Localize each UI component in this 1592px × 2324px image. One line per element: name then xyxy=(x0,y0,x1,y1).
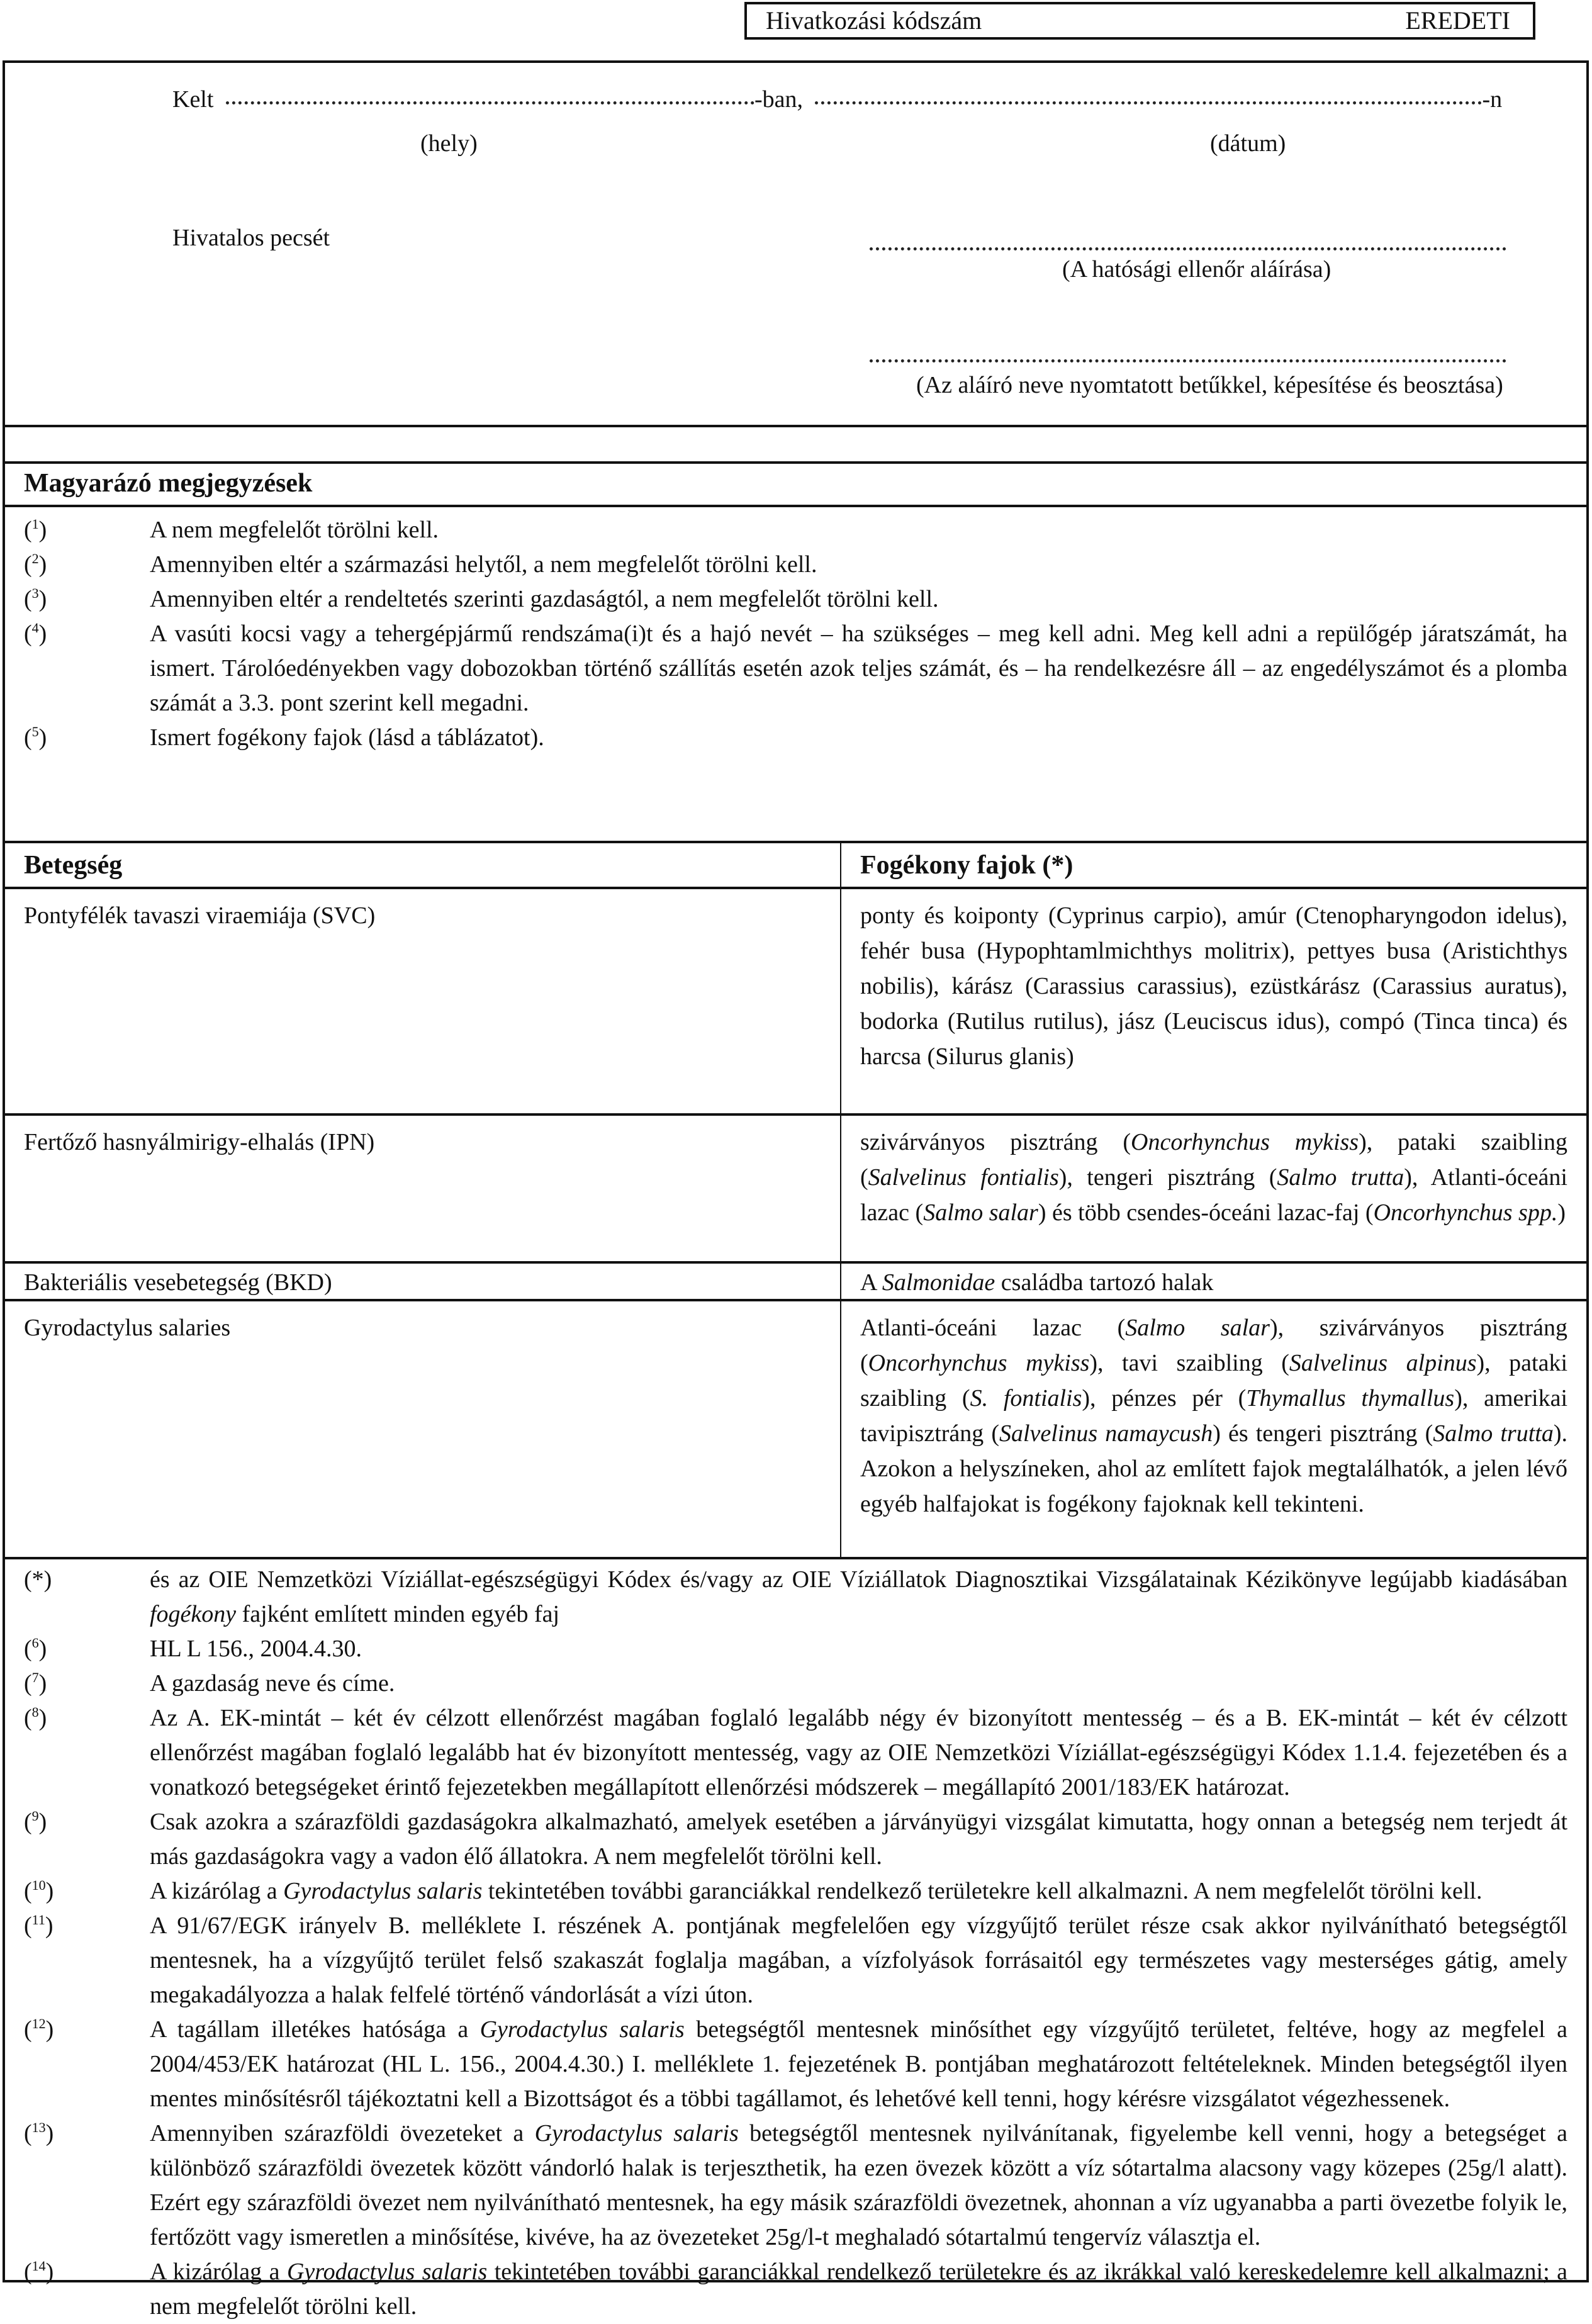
footnote-item xyxy=(24,2012,1567,2116)
note-marker: ($^1$) xyxy=(24,516,47,543)
footnote-marker: ($^8$) xyxy=(24,1704,47,1731)
note-marker: ($^4$) xyxy=(24,620,47,647)
table-row xyxy=(5,1301,1586,1559)
footnote-marker: (*) xyxy=(24,1566,52,1593)
footnote-marker: ($^{12}$) xyxy=(24,2016,54,2043)
ban-suffix: -ban, xyxy=(754,86,803,113)
certificate-frame xyxy=(3,60,1589,2320)
place-date-line xyxy=(172,82,1502,117)
note-text: Ismert fogékony fajok (lásd a táblázatot). xyxy=(150,724,544,751)
notes-title: Magyarázó megjegyzések xyxy=(24,469,313,498)
footnote-text: A tagállam illetékes hatósága a Gyrodactylus salaris betegségtől mentesnek minősíthet egy vízgyűjtő területet, feltéve, hogy az megfelel a 2004/453/EK határozat (HL L. 156., 2004.4.30.) I. melléklete 1. fejezetének B. pontjában meghatározott feltételeknek. Minden betegségtől ilyen mentes minősítésről tájékoztatni kell a Bizottságot és a többi tagállamot, és lehetővé kell tenni, hogy kérésre vizsgálatot végezhessenek. xyxy=(150,2016,1567,2112)
inspector-signature-caption: (A hatósági ellenőr aláírása) xyxy=(1062,256,1331,283)
disease-cell: Gyrodactylus salaries xyxy=(5,1301,841,1557)
table-row xyxy=(5,889,1586,1116)
footnote-item xyxy=(24,2255,1567,2324)
species-cell: ponty és koiponty (Cyprinus carpio), amúr (Ctenopharyngodon idelus), fehér busa (Hypophtamlmichthys molitrix), pettyes busa (Aristichthys nobilis), kárász (Carassius carassius), ezüstkárász (Carassius auratus), bodorka (Rutilus rutilus), jász (Leuciscus idus), compó (Tinca tinca) és harcsa (Silurus glanis) xyxy=(860,902,1567,1070)
footnote-item xyxy=(24,1874,1567,1909)
divider xyxy=(5,461,1586,464)
footnote-text: Csak azokra a szárazföldi gazdaságokra alkalmazható, amelyek esetében a járványügyi vizsgálat kimutatta, hogy onnan a betegség nem terjedt át más gazdaságokra vagy a vadon élő állatokra. A nem megfelelőt törölni kell. xyxy=(150,1809,1567,1870)
footnote-text: Amennyiben szárazföldi övezeteket a Gyrodactylus salaris betegségtől mentesnek nyilvánítanak, figyelembe kell venni, hogy a betegséget a különböző szárazföldi övezetek között vándorló halak is terjeszthetik, ha ezen övezek között a víz sótartalma alacsony vagy közepes (25g/l alatt). Ezért egy szárazföldi övezet nem nyilvánítható mentesnek, ha egy másik szárazföldi övezetnek, ahonnan a víz ugyanabba a parti övezetbe folyik le, fertőzött vagy ismeretlen a minősítése, kivéve, ha az övezeteket 25g/l-t meghaladó sótartalmú tengervíz választja el. xyxy=(150,2120,1567,2250)
note-text: Amennyiben eltér a származási helytől, a nem megfelelőt törölni kell. xyxy=(150,551,817,578)
note-item xyxy=(24,582,1567,617)
date-caption: (dátum) xyxy=(1210,130,1286,157)
footnote-marker: ($^{14}$) xyxy=(24,2258,54,2285)
footnote-text: Az A. EK-mintát – két év célzott ellenőrzést magában foglaló legalább négy év bizonyított mentesség – és a B. EK-mintát – két év célzott ellenőrzést magában foglaló legalább hat év bizonyított mentesség, vagy az OIE Nemzetközi Víziállat-egészségügyi Kódex 1.1.4. fejezetében és a vonatkozó betegségeket érintő fejezetekben megállapított ellenőrzési módszerek – megállapító 2001/183/EK határozat. xyxy=(150,1705,1567,1800)
divider xyxy=(5,425,1586,427)
place-caption: (hely) xyxy=(420,130,478,157)
column-header-disease: Betegség xyxy=(5,843,841,887)
note-text: A vasúti kocsi vagy a tehergépjármű rendszáma(i)t és a hajó nevét – ha szükséges – meg kell adni. Meg kell adni a repülőgép járatszámát, ha ismert. Tárolóedényekben vagy dobozokban történő szállítás esetén azok teljes számát, és – ha rendelkezésre áll – az engedélyszámot és a plomba számát a 3.3. pont szerint kell megadni. xyxy=(150,620,1567,716)
footnote-marker: ($^6$) xyxy=(24,1635,47,1662)
divider xyxy=(5,505,1586,507)
footnote-text: HL L 156., 2004.4.30. xyxy=(150,1636,362,1662)
note-item xyxy=(24,617,1567,721)
original-status-label: EREDETI xyxy=(1405,6,1510,35)
reference-code-box xyxy=(744,2,1535,40)
footnote-marker: ($^7$) xyxy=(24,1670,47,1697)
footnote-marker: ($^9$) xyxy=(24,1808,47,1835)
column-header-species: Fogékony fajok (*) xyxy=(860,850,1073,880)
species-cell: A Salmonidae családba tartozó halak xyxy=(860,1269,1214,1296)
footnote-marker: ($^{13}$) xyxy=(24,2119,54,2147)
disease-cell: Fertőző hasnyálmirigy-elhalás (IPN) xyxy=(5,1116,841,1261)
footnote-item xyxy=(24,2116,1567,2255)
table-row xyxy=(5,1264,1586,1301)
note-item xyxy=(24,721,1567,755)
table-header-row xyxy=(5,841,1586,889)
footnote-text: A kizárólag a Gyrodactylus salaris tekintetében további garanciákkal rendelkező területekre kell alkalmazni. A nem megfelelőt törölni kell. xyxy=(150,1878,1483,1904)
footnote-item xyxy=(24,1666,1567,1701)
footnote-marker: ($^{10}$) xyxy=(24,1877,54,1904)
kelt-label: Kelt xyxy=(172,86,214,113)
footnote-text: A kizárólag a Gyrodactylus salaris tekintetében további garanciákkal rendelkező területekre és az ikrákkal való kereskedelemre kell alkalmazni; a nem megfelelőt törölni kell. xyxy=(150,2259,1567,2320)
note-marker: ($^5$) xyxy=(24,724,47,751)
note-marker: ($^2$) xyxy=(24,551,47,578)
reference-code-label: Hivatkozási kódszám xyxy=(766,6,982,35)
disease-cell: Pontyfélék tavaszi viraemiája (SVC) xyxy=(5,889,841,1113)
signature-block xyxy=(5,63,1586,425)
footnote-text: A 91/67/EGK irányelv B. melléklete I. részének A. pontjának megfelelően egy vízgyűjtő terület része csak akkor nyilvánítható betegségtől mentesnek, ha a vízgyűjtő terület felső szakaszát foglalja magában, a vízfolyások forrásaitól egy természetes vagy mesterséges gátig, amely megakadályozza a halak felfelé történő vándorlását a vízi úton. xyxy=(150,1912,1567,2008)
footnote-item xyxy=(24,1701,1567,1805)
signer-name-caption: (Az aláíró neve nyomtatott betűkkel, képesítése és beosztása) xyxy=(916,372,1503,398)
signature-dotted-line xyxy=(870,247,1506,250)
footnote-marker: ($^{11}$) xyxy=(24,1912,53,1939)
footnote-item xyxy=(24,1563,1567,1632)
footnote-item xyxy=(24,1805,1567,1874)
name-dotted-line xyxy=(870,359,1506,362)
note-item xyxy=(24,547,1567,582)
footnote-item xyxy=(24,1632,1567,1666)
footnote-text: A gazdaság neve és címe. xyxy=(150,1670,395,1697)
disease-cell: Bakteriális vesebetegség (BKD) xyxy=(5,1264,841,1299)
footnote-text: és az OIE Nemzetközi Víziállat-egészségügyi Kódex és/vagy az OIE Víziállatok Diagnosztikai Vizsgálatainak Kézikönyve legújabb kiadásában fogékony fajként említett minden egyéb faj xyxy=(150,1566,1567,1627)
footnotes-list xyxy=(5,1563,1586,2324)
note-item xyxy=(24,513,1567,547)
footnote-item xyxy=(24,1909,1567,2012)
table-row xyxy=(5,1116,1586,1264)
official-stamp-label: Hivatalos pecsét xyxy=(172,225,330,251)
species-cell: szivárványos pisztráng (Oncorhynchus mykiss), pataki szaibling (Salvelinus fontialis), tengeri pisztráng (Salmo trutta), Atlanti-óceáni lazac (Salmo salar) és több csendes-óceáni lazac-faj (Oncorhynchus spp.) xyxy=(860,1129,1567,1226)
notes-list xyxy=(5,513,1586,755)
susceptible-species-table xyxy=(5,841,1586,1559)
note-marker: ($^3$) xyxy=(24,585,47,612)
date-field[interactable] xyxy=(815,101,1482,104)
species-cell: Atlanti-óceáni lazac (Salmo salar), szivárványos pisztráng (Oncorhynchus mykiss), tavi szaibling (Salvelinus alpinus), pataki szaibling (S. fontialis), pénzes pér (Thymallus thymallus), amerikai tavipisztráng (Salvelinus namaycush) és tengeri pisztráng (Salmo trutta). Azokon a helyszíneken, ahol az említett fajok megtalálhatók, a jelen lévő egyéb halfajokat is fogékony fajoknak kell tekinteni. xyxy=(860,1315,1567,1517)
place-field[interactable] xyxy=(226,101,754,104)
note-text: Amennyiben eltér a rendeltetés szerinti gazdaságtól, a nem megfelelőt törölni kell. xyxy=(150,586,939,612)
note-text: A nem megfelelőt törölni kell. xyxy=(150,517,439,543)
n-suffix: -n xyxy=(1482,86,1503,113)
